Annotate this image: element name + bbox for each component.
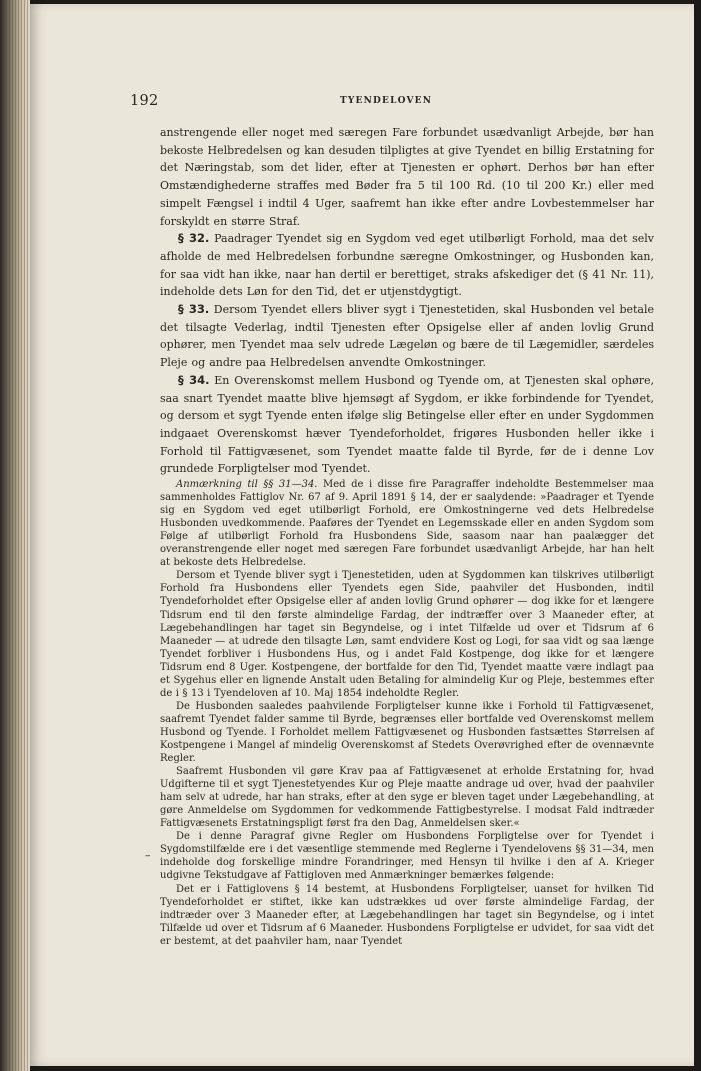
note-paragraph: Dersom et Tyende bliver sygt i Tjenestetiden, uden at Sygdommen kan tilskrives utilbørligt Forhold fra Husbondens eller Tyendets egen Side, paahviler det Husbonden, indtil Tyendeforholdet efter Opsigelse eller af anden lovlig Grund ophører — dog ikke for et længere Tidsrum end til den første almindelige Fardag, der indtræffer over 3 Maaneder efter, at Lægebehandlingen har taget sin Begyndelse, og i intet Tilfælde ud over et Tidsrum af 6 Maaneder — at udrede den tilsagte Løn, samt endvidere Kost og Logi, for saa vidt og saa længe Tyendet forbliver i Husbondens Hus, og i andet Fald Kostpenge, dog ikke for et længere Tidsrum end 8 Uger. Kostpengene, der bortfalde for den Tid, Tyendet maatte være indlagt paa et Sygehus eller en lignende Anstalt uden Betaling for almindelig Kur og Pleje, bestemmes efter de i § 13 i Tyendeloven af 10. Maj 1854 indeholdte Regler. — [160, 570, 654, 699]
section-text: Paadrager Tyendet sig en Sygdom ved eget utilbørligt Forhold, maa det selv afholde de med Helbredelsen forbundne særegne Omkostninger, og Husbonden kan, for saa vidt han ikke, naar han dertil er berettiget, straks afskediger det (§ 41 Nr. 11), indeholde dets Løn for den Tid, det er utjenstdygtigt. — [160, 232, 654, 299]
section-text: En Overenskomst mellem Husbond og Tyende om, at Tjenesten skal ophøre, saa snart Tyendet maatte blive hjemsøgt af Sygdom, er ikke forbindende for Tyendet, og dersom et sygt Tyende enten ifølge slig Betingelse eller efter en under Sygdommen indgaaet Overenskomst hæver Tyendeforholdet, frigøres Husbonden heller ikke i Forhold til Fattigvæsenet, som Tyendet maatte falde til Byrde, før de i denne Lov grundede Forpligtelser mod Tyendet. — [160, 373, 654, 476]
section-text: Dersom Tyendet ellers bliver sygt i Tjenestetiden, skal Husbonden vel betale det tilsagte Vederlag, indtil Tjenesten efter Opsigelse eller af anden lovlig Grund ophører, men Tyendet maa selv udrede Lægeløn og bære de til Lægemidler, særdeles Pleje og andre paa Helbredelsen anvendte Omkostninger. — [160, 303, 655, 370]
body-text — [160, 124, 654, 948]
section-label: § 34. — [178, 372, 210, 387]
page-number: 192 — [130, 93, 159, 109]
page-header — [130, 91, 650, 111]
note-paragraph — [160, 478, 654, 569]
section-33 — [160, 301, 654, 372]
note-heading: Anmærkning til §§ 31—34. — [176, 479, 318, 491]
section-label: § 33. — [178, 302, 210, 317]
note-paragraph: De Husbonden saaledes paahvilende Forpligtelser kunne ikke i Forhold til Fattigvæsenet, saafremt Tyendet falder samme til Byrde, begrænses eller bortfalde ved Overenskomst mellem Husbond og Tyende. I Forholdet mellem Fattigvæsenet og Husbonden fastsættes Størrelsen af Kostpengene i Mangel af mindelig Overenskomst af Stedets Overøvrighed efter de ovennævnte Regler. — [160, 700, 654, 765]
section-34 — [160, 372, 654, 478]
section-32 — [160, 230, 654, 301]
running-head: TYENDELOVEN — [340, 96, 433, 106]
note-paragraph: Det er i Fattiglovens § 14 bestemt, at Husbondens Forpligtelser, uanset for hvilken Tid Tyendeforholdet er stiftet, ikke kan udstrækkes ud over første almindelige Fardag, der indtræder over 3 Maaneder efter, at Lægebehandlingen har taget sin Begyndelse, og i intet Tilfælde ud over et Tidsrum af 6 Maaneder. Husbondens Forpligtelse er udvidet, for saa vidt det er bestemt, at det paahviler ham, naar Tyendet — [160, 883, 654, 947]
paragraph-continuation: anstrengende eller noget med særegen Fare forbundet usædvanligt Arbejde, bør han bekoste Helbredelsen og kan desuden tilpligtes at give Tyendet en billig Erstatning for det Næringstab, som det lider, efter at Tjenesten er ophørt. Derhos bør han efter Omstændighederne straffes med Bøder fra 5 til 100 Rd. (10 til 200 Kr.) eller med simpelt Fængsel i indtil 4 Uger, saafremt han ikke efter andre Lovbestemmelser har forskyldt en større Straf. — [160, 126, 654, 228]
note-paragraph: De i denne Paragraf givne Regler om Husbondens Forpligtelse over for Tyendet i Sygdomstilfælde ere i det væsentlige stemmende med Reglerne i Tyendelovens §§ 31—34, men indeholde dog forskellige mindre Forandringer, med Hensyn til hvilke i den af A. Krieger udgivne Tekstudgave af Fattigloven med Anmærkninger bemærkes følgende: — [160, 831, 654, 882]
note-paragraph: Saafremt Husbonden vil gøre Krav paa af Fattigvæsenet at erholde Erstatning for, hvad Udgifterne til et sygt Tjenestetyendes Kur og Pleje maatte andrage ud over, hvad der paahviler ham selv at udrede, har han straks, efter at den syge er bleven taget under Lægebehandling, at gøre Anmeldelse om Sygdommen for vedkommende Fattigbestyrelse. I modsat Fald indtræder Fattigvæsenets Erstatningspligt først fra den Dag, Anmeldelsen sker.« — [160, 766, 654, 830]
page-edges — [6, 0, 28, 1071]
scan-border — [694, 0, 701, 1071]
note-text: Med de i disse fire Paragraffer indeholdte Bestemmelser maa sammenholdes Fattiglov Nr. 67 af 9. April 1891 § 14, der er saalydende: »Paadrager et Tyende sig en Sygdom ved eget utilbørligt Forhold, ere Omkostningerne ved dets Helbredelse Husbonden uvedkommende. Paaføres der Tyendet en Legemsskade eller en anden Sygdom som Følge af utilbørligt Forhold fra Husbondens Side, saasom naar han paalægger det overanstrengende eller noget med særegen Fare forbundet usædvanligt Arbejde, har han helt at bekoste dets Helbredelse. — [160, 479, 655, 569]
margin-mark: – — [145, 849, 151, 862]
section-label: § 32. — [178, 231, 210, 246]
